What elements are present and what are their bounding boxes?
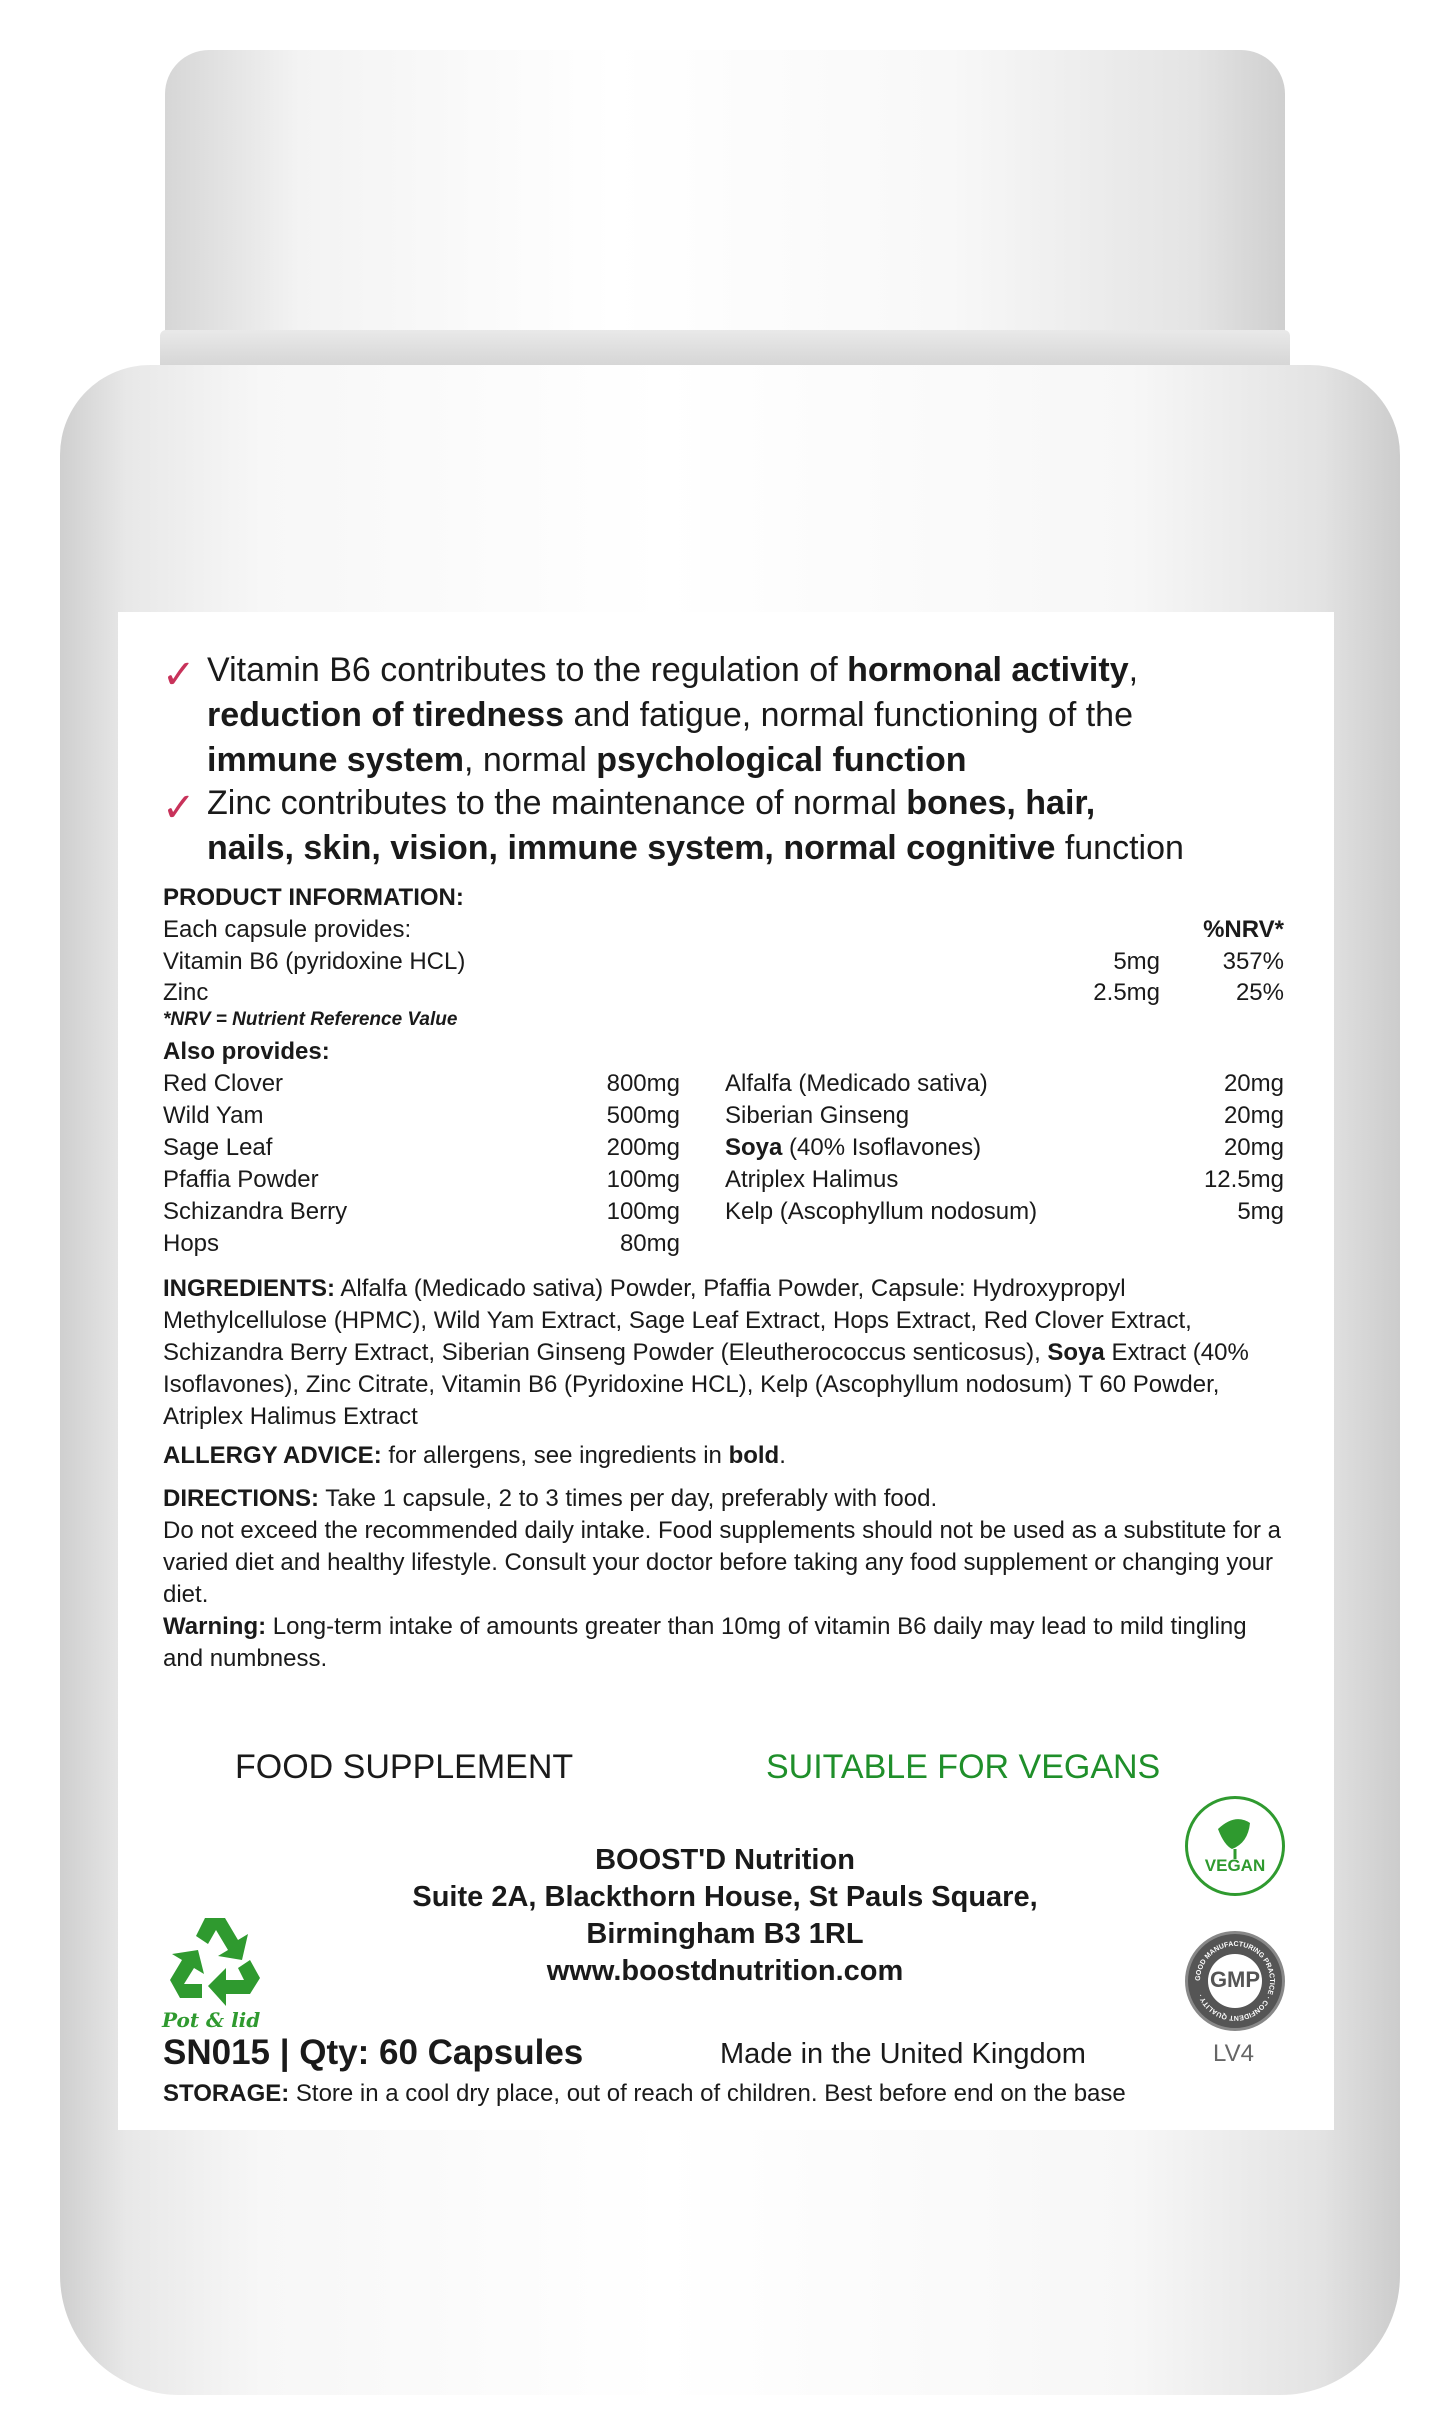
suitable-for-vegans-label: SUITABLE FOR VEGANS <box>766 1748 1161 1786</box>
ingredient-name: Atriplex Halimus <box>725 1166 899 1193</box>
nutrient-name: Zinc <box>163 979 209 1006</box>
allergy-advice: ALLERGY ADVICE: for allergens, see ingredients in bold. <box>163 1442 786 1469</box>
storage-text: STORAGE: Store in a cool dry place, out of reach of children. Best before end on the base <box>163 2080 1126 2107</box>
ingredient-name: Wild Yam <box>163 1102 264 1129</box>
ingredient-name: Sage Leaf <box>163 1134 273 1161</box>
ingredient-amount: 20mg <box>1223 1134 1284 1161</box>
recycle-icon <box>160 1908 270 2008</box>
ingredient-amount: 800mg <box>606 1070 680 1097</box>
gmp-ring-text: GOOD MANUFACTURING PRACTICE · CONFIDENT QUALITY · <box>1194 1940 1276 2022</box>
check-mark-icon: ✓ <box>162 785 196 831</box>
vegan-badge-label: VEGAN <box>1204 1856 1266 1875</box>
ingredient-name: Pfaffia Powder <box>163 1166 319 1193</box>
recycle-caption: Pot & lid <box>162 2008 261 2032</box>
ingredient-amount: 80mg <box>619 1230 680 1257</box>
ingredient-amount: 200mg <box>606 1134 680 1161</box>
nutrient-nrv: 357% <box>1222 948 1284 975</box>
ingredient-amount: 12.5mg <box>1203 1166 1284 1193</box>
food-supplement-label: FOOD SUPPLEMENT <box>235 1748 574 1786</box>
directions-text: DIRECTIONS: Take 1 capsule, 2 to 3 times per day, preferably with food. Do not exceed the recommended daily intake. Food supplements should not be used as a substitute for a varied diet and healthy lifestyle. Consult your doctor before taking any food supplement or changing your diet. Warning: Long-term intake of amounts greater than 10mg of vitamin B6 daily may lead to mild tingling and numbness. <box>163 1485 1282 1672</box>
nrv-note: *NRV = Nutrient Reference Value <box>163 1009 458 1030</box>
ingredient-amount: 20mg <box>1223 1102 1284 1129</box>
also-provides-heading: Also provides: <box>163 1038 330 1065</box>
nutrient-amount: 2.5mg <box>1093 979 1160 1006</box>
label-version: LV4 <box>1213 2040 1254 2067</box>
ingredient-name: Hops <box>163 1230 220 1257</box>
nutrient-name: Vitamin B6 (pyridoxine HCL) <box>163 948 466 975</box>
ingredient-amount: 100mg <box>606 1166 680 1193</box>
made-in-uk: Made in the United Kingdom <box>720 2038 1086 2070</box>
company-name: BOOST'D Nutrition <box>595 1844 855 1876</box>
address-line-1: Suite 2A, Blackthorn House, St Pauls Square, <box>412 1881 1038 1913</box>
nutrient-nrv: 25% <box>1235 979 1284 1006</box>
claim-b6-line3: immune system, normal psychological function <box>207 741 967 779</box>
claim-b6-line2: reduction of tiredness and fatigue, normal functioning of the <box>207 696 1133 734</box>
ingredient-name: Alfalfa (Medicado sativa) <box>725 1070 988 1097</box>
product-info-heading: PRODUCT INFORMATION: <box>163 884 464 911</box>
ingredient-name: Red Clover <box>163 1070 284 1097</box>
sku-quantity: SN015 | Qty: 60 Capsules <box>163 2033 584 2072</box>
each-capsule-label: Each capsule provides: <box>163 916 412 943</box>
ingredient-name: Soya (40% Isoflavones) <box>725 1134 982 1161</box>
nutrient-amount: 5mg <box>1113 948 1160 975</box>
gmp-badge-label: GMP <box>1209 1967 1261 1992</box>
gmp-seal-icon <box>1185 1931 1285 2031</box>
ingredient-amount: 20mg <box>1223 1070 1284 1097</box>
ingredient-name: Schizandra Berry <box>163 1198 348 1225</box>
check-mark-icon: ✓ <box>162 652 196 698</box>
claim-zinc-line2: nails, skin, vision, immune system, normal cognitive function <box>207 829 1184 867</box>
claim-zinc-line1: Zinc contributes to the maintenance of normal bones, hair, <box>207 784 1096 822</box>
ingredient-name: Kelp (Ascophyllum nodosum) <box>725 1198 1038 1225</box>
website: www.boostdnutrition.com <box>546 1955 904 1987</box>
ingredient-name: Siberian Ginseng <box>725 1102 910 1129</box>
bottle-lid <box>165 50 1285 370</box>
ingredient-amount: 5mg <box>1237 1198 1284 1225</box>
ingredients-text: INGREDIENTS: Alfalfa (Medicado sativa) Powder, Pfaffia Powder, Capsule: Hydroxypropyl Methylcellulose (HPMC), Wild Yam Extract, Sage Leaf Extract, Hops Extract, Red Clover Extract, Schizandra Berry Extract, Siberian Ginseng Powder (Eleutherococcus senticosus), Soya Extract (40% Isoflavones), Zinc Citrate, Vitamin B6 (Pyridoxine HCL), Kelp (Ascophyllum nodosum) T 60 Powder, Atriplex Halimus Extract <box>163 1275 1249 1430</box>
claim-b6-line1: Vitamin B6 contributes to the regulation of hormonal activity, <box>207 651 1139 689</box>
vegan-leaf-icon <box>1185 1796 1285 1896</box>
nrv-header: %NRV* <box>1203 916 1284 943</box>
ingredient-amount: 500mg <box>606 1102 680 1129</box>
ingredient-amount: 100mg <box>606 1198 680 1225</box>
address-line-2: Birmingham B3 1RL <box>586 1918 864 1950</box>
